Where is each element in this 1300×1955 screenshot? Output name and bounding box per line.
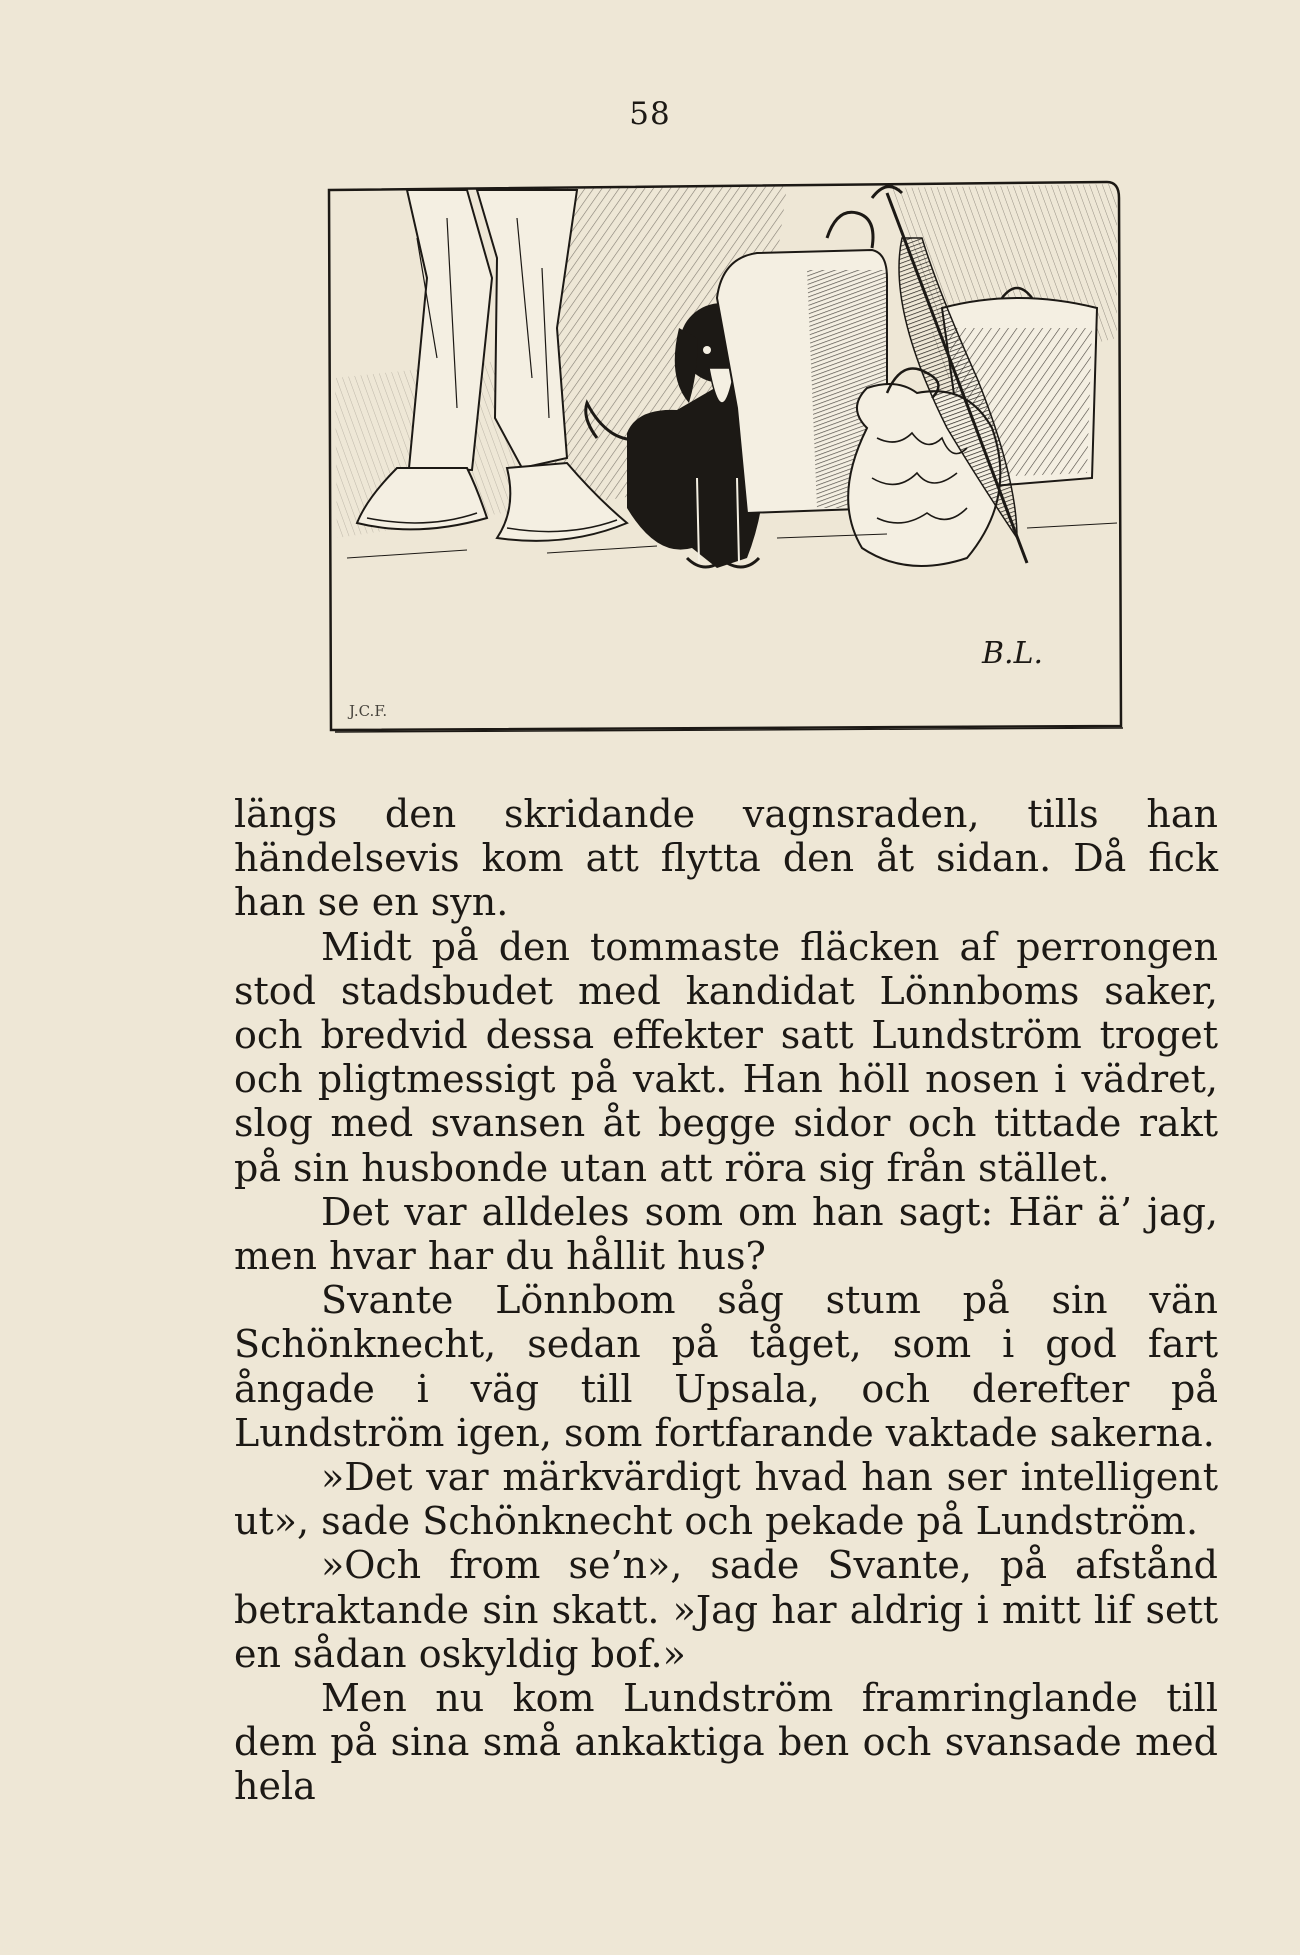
paragraph: »Det var märkvärdigt hvad han ser intelligent ut», sade Schönknecht och pekade på Lundström. <box>234 1455 1218 1544</box>
signature-left: J.C.F. <box>349 702 388 720</box>
paragraph: Svante Lönnbom såg stum på sin vän Schönknecht, sedan på tåget, som i god fart ångade i väg till Upsala, och derefter på Lundström igen, som fortfarande vaktade sakerna. <box>234 1278 1218 1455</box>
illustration-drawing <box>327 178 1127 738</box>
illustration <box>327 178 1127 738</box>
paragraph: Det var alldeles som om han sagt: Här ä’ jag, men hvar har du hållit hus? <box>234 1189 1218 1279</box>
signature-right: B.L. <box>982 636 1044 671</box>
page-number: 58 <box>629 96 671 132</box>
paragraph: längs den skridande vagnsraden, tills han händelsevis kom att flytta den åt sidan. Då fick han se en syn. <box>234 792 1218 925</box>
body-text <box>234 792 1218 1809</box>
paragraph: Men nu kom Lundström framringlande till dem på sina små ankaktiga ben och svansade med hela <box>234 1676 1218 1809</box>
paragraph: »Och from se’n», sade Svante, på afstånd betraktande sin skatt. »Jag har aldrig i mitt lif sett en sådan oskyldig bof.» <box>234 1543 1218 1676</box>
paragraph: Midt på den tommaste fläcken af perrongen stod stadsbudet med kandidat Lönnboms saker, och bredvid dessa effekter satt Lundström troget och pligtmessigt på vakt. Han höll nosen i vädret, slog med svansen åt begge sidor och tittade rakt på sin husbonde utan att röra sig från stället. <box>234 924 1218 1190</box>
